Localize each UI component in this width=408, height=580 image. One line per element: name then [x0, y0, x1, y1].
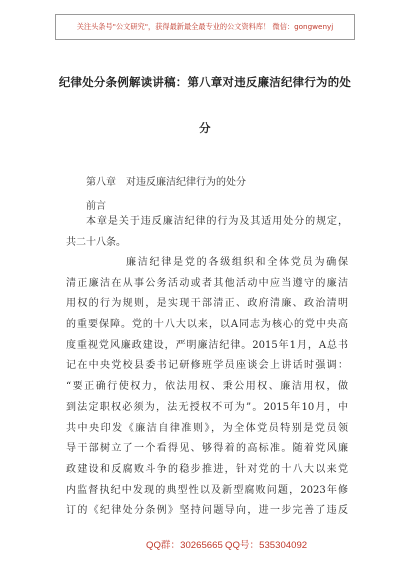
- text-line: 导干部树立了一个看得见、够得着的高标准。随着党风廉: [66, 443, 348, 455]
- text-line: 度重视党风廉政建设，严明廉洁纪律。2015年1月，A总书: [66, 339, 348, 351]
- footer-qq-number: QQ号：535304092: [225, 540, 308, 551]
- text-line: 到法定职权必须为，法无授权不可为”。2015年10月，中: [66, 401, 348, 413]
- footer-qq-group: QQ群：30265665: [146, 540, 223, 551]
- text-line: “要正确行使权力，依法用权、秉公用权、廉洁用权，做: [66, 381, 348, 393]
- text-line: 政建设和反腐败斗争的稳步推进，针对党的十八大以来党: [66, 463, 348, 475]
- chapter-heading: 第八章 对违反廉洁纪律行为的处分: [86, 177, 246, 188]
- document-title-line-1: 纪律处分条例解读讲稿：第八章对违反廉洁纪律行为的处: [58, 75, 352, 89]
- document-title-line-2: 分: [199, 121, 211, 135]
- text-line: 本章是关于违反廉洁纪律的行为及其适用处分的规定，: [86, 216, 348, 227]
- preface-heading: 前言: [86, 201, 106, 212]
- text-line: 廉洁纪律是党的各级组织和全体党员为确保: [126, 257, 348, 268]
- text-line: 用权的行为规则，是实现干部清正、政府清廉、政治清明: [66, 298, 348, 310]
- text-line: 记在中央党校县委书记研修班学员座谈会上讲话时强调：: [66, 360, 348, 372]
- header-banner: [55, 14, 355, 40]
- text-line: 共二十八条。: [66, 236, 126, 248]
- paragraph-body: [66, 253, 348, 522]
- text-line: 的重要保障。党的十八大以来，以A同志为核心的党中央高: [66, 319, 348, 331]
- text-line: 共中央印发《廉洁自律准则》，为全体党员特别是党员领: [66, 422, 348, 434]
- text-line: 清正廉洁在从事公务活动或者其他活动中应当遵守的廉洁: [66, 277, 348, 289]
- text-line: 内监督执纪中发现的典型性以及新型腐败问题，2023年修: [66, 484, 348, 496]
- banner-text: 关注头条号"公文研究"，获得最新最全最专业的公文资料库！ 微信：gongwenyj: [76, 22, 334, 31]
- text-line: 订的《纪律处分条例》坚持问题导向，进一步完善了违反: [66, 505, 348, 517]
- paragraph-intro: [66, 212, 348, 253]
